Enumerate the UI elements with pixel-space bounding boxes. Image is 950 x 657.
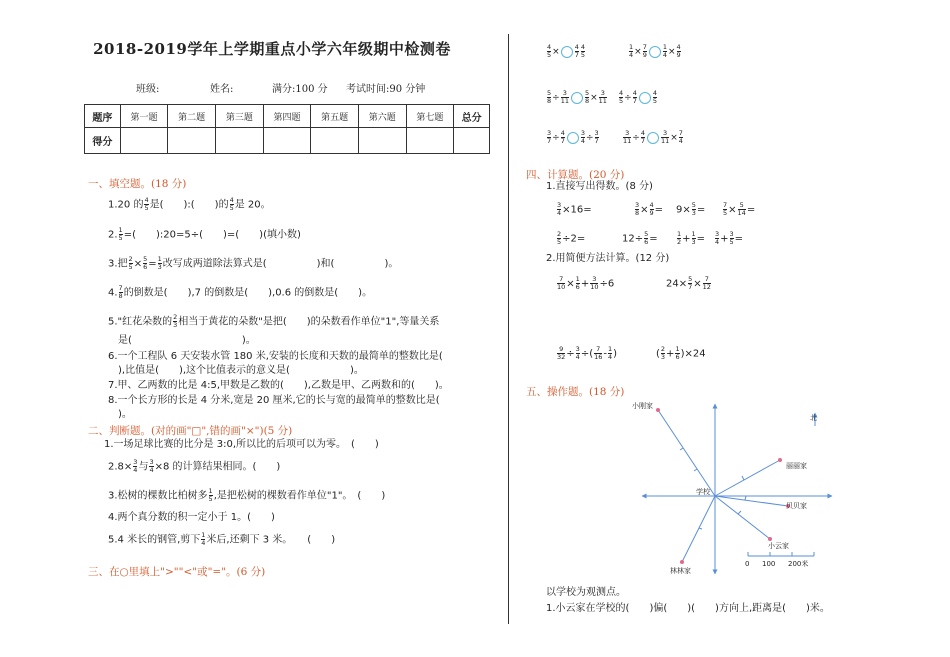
full-score: 满分:100 分 <box>272 84 328 95</box>
table-header: 题序 <box>85 105 121 128</box>
compare-circle[interactable] <box>639 92 651 104</box>
table-header: 第六题 <box>358 105 406 128</box>
exam-title: 2018-2019学年上学期重点小学六年级期中检测卷 <box>93 40 451 58</box>
table-header: 总分 <box>454 105 490 128</box>
north-label: 北 <box>810 414 817 422</box>
compare-circle[interactable] <box>571 92 583 104</box>
calc-e4: $\frac{7}{5}$ × $\frac{5}{14}$ = <box>723 201 756 217</box>
direction-map <box>620 396 840 581</box>
score-cell[interactable] <box>358 128 406 154</box>
calc-e5: $\frac{2}{5}$ ÷2= <box>557 230 586 246</box>
compare-circle[interactable] <box>649 46 661 58</box>
operation-q1: 1.小云家在学校的( )偏( )( )方向上,距离是( )米。 <box>546 603 830 614</box>
place-label: 学校 <box>696 488 710 496</box>
calc-s1: $\frac{7}{10}$ × $\frac{1}{6}$ + $\frac{3}{10}$ ÷6 <box>557 275 615 291</box>
score-table <box>84 104 490 154</box>
calc-part1: 1.直接写出得数。(8 分) <box>546 181 653 192</box>
calc-s4: ( $\frac{2}{3}$ + $\frac{1}{6}$ )×24 <box>656 345 706 361</box>
score-cell[interactable] <box>168 128 216 154</box>
table-header: 第四题 <box>263 105 311 128</box>
calc-s3: $\frac{9}{32}$ ÷ $\frac{3}{4}$ ÷( $\frac{7}{16}$ - $\frac{1}{4}$ ) <box>557 345 618 361</box>
table-header: 第七题 <box>406 105 454 128</box>
compare-circle[interactable] <box>567 132 579 144</box>
place-label: 贝贝家 <box>786 502 807 510</box>
place-label: 林林家 <box>670 567 691 575</box>
scale-label: 200米 <box>788 560 809 568</box>
calc-part2: 2.用简便方法计算。(12 分) <box>546 253 670 264</box>
name-label: 姓名: <box>210 84 234 95</box>
fill-q6: 6.一个工程队 6 天安装水管 180 米,安装的长度和天数的最简单的整数比是( <box>108 351 443 362</box>
score-cell[interactable] <box>263 128 311 154</box>
compare-1: $\frac{4}{5}$ × $\frac{4}{7}$ $\frac{4}{5}$ <box>547 43 585 59</box>
score-cell[interactable] <box>406 128 454 154</box>
scale-label: 100 <box>762 560 776 568</box>
calc-s2: 24× $\frac{5}{7}$ × $\frac{7}{12}$ <box>666 275 711 291</box>
fill-q8: 8.一个长方形的长是 4 分米,宽是 20 厘米,它的长与宽的最简单的整数比是( <box>108 395 440 406</box>
operation-intro: 以学校为观测点。 <box>546 587 626 598</box>
score-cell[interactable] <box>311 128 359 154</box>
score-cell[interactable] <box>120 128 168 154</box>
table-header: 第五题 <box>311 105 359 128</box>
judge-q1: 1.一场足球比赛的比分是 3:0,所以比的后项可以为零。 ( ) <box>104 439 379 450</box>
score-row-label: 得分 <box>85 128 121 154</box>
calc-e1: $\frac{3}{4}$ ×16= <box>557 201 592 217</box>
compare-3: $\frac{5}{8}$ ÷ $\frac{3}{11}$ $\frac{5}{8}$ × $\frac{3}{11}$ <box>547 89 607 105</box>
compare-4: $\frac{4}{5}$ ÷ $\frac{4}{7}$ $\frac{4}{5}$ <box>619 89 657 105</box>
fill-q8-cont: )。 <box>118 409 132 420</box>
judge-q2: 2.8× $\frac{3}{4}$ 与 $\frac{3}{4}$ ×8 的计算结果相同。( ) <box>108 458 281 474</box>
judge-q5: 5.4 米长的钢管,剪下 $\frac{1}{4}$ 米后,还剩下 3 米。 ( ) <box>108 531 336 547</box>
fill-q1: 1.20 的 $\frac{4}{5}$ 是( ):( )的 $\frac{4}{5}$ 是 20。 <box>108 196 271 212</box>
exam-time: 考试时间:90 分钟 <box>346 84 426 95</box>
calc-e8: $\frac{3}{4}$ + $\frac{3}{5}$ = <box>715 230 744 246</box>
score-cell[interactable] <box>454 128 490 154</box>
section-calc: 四、计算题。(20 分) <box>526 169 625 181</box>
section-operation: 五、操作题。(18 分) <box>526 386 625 398</box>
compare-circle[interactable] <box>561 46 573 58</box>
section-fill: 一、填空题。(18 分) <box>88 178 187 190</box>
table-header: 第一题 <box>120 105 168 128</box>
calc-e2: $\frac{3}{8}$ × $\frac{4}{9}$ = <box>635 201 664 217</box>
compare-circle[interactable] <box>647 132 659 144</box>
compare-5: $\frac{3}{7}$ ÷ $\frac{4}{7}$ $\frac{3}{4}$ ÷ $\frac{3}{7}$ <box>547 129 599 145</box>
fill-q7: 7.甲、乙两数的比是 4:5,甲数是乙数的( ),乙数是甲、乙两数和的( )。 <box>108 380 449 391</box>
class-label: 班级: <box>136 84 160 95</box>
column-divider <box>508 34 509 624</box>
compare-6: $\frac{3}{11}$ ÷ $\frac{4}{7}$ $\frac{3}{11}$ × $\frac{7}{4}$ <box>623 129 683 145</box>
fill-q5: 5."红花朵数的 $\frac{2}{3}$ 相当于黄花的朵数"是把( )的朵数看作单位"1",等量关系 <box>108 313 440 329</box>
calc-e3: 9× $\frac{5}{3}$ = <box>676 201 706 217</box>
place-label: 小刚家 <box>632 402 653 410</box>
judge-q4: 4.两个真分数的积一定小于 1。( ) <box>108 512 275 523</box>
table-header: 第二题 <box>168 105 216 128</box>
score-cell[interactable] <box>216 128 264 154</box>
place-label: 小云家 <box>768 542 789 550</box>
compare-2: $\frac{1}{4}$ × $\frac{7}{9}$ $\frac{1}{4}$ × $\frac{4}{9}$ <box>629 43 681 59</box>
table-header: 第三题 <box>216 105 264 128</box>
section-judge: 二、判断题。(对的画"□",错的画"×")(5 分) <box>88 425 293 437</box>
place-label: 丽丽家 <box>786 462 807 470</box>
fill-q6-cont: ),比值是( ),这个比值表示的意义是( )。 <box>118 365 364 376</box>
fill-q5-cont: 是( )。 <box>118 335 256 346</box>
fill-q4: 4. $\frac{7}{8}$ 的倒数是( ),7 的倒数是( ),0.6 的倒数是( )。 <box>108 284 373 300</box>
fill-q2: 2. $\frac{1}{5}$ =( ):20=5÷( )=( )(填小数) <box>108 226 301 242</box>
judge-q3: 3.松树的棵数比柏树多 $\frac{1}{5}$ ,是把松树的棵数看作单位"1"。 ( ) <box>108 487 386 503</box>
section-compare: 三、在○里填上">""<"或"="。(6 分) <box>88 566 266 578</box>
calc-e7: $\frac{1}{2}$ + $\frac{1}{3}$ = <box>677 230 706 246</box>
scale-label: 0 <box>745 560 750 568</box>
fill-q3: 3.把 $\frac{2}{5}$ × $\frac{5}{6}$ = $\frac{1}{3}$ 改写成两道除法算式是( )和( )。 <box>108 255 399 271</box>
calc-e6: 12÷ $\frac{5}{6}$ = <box>622 230 658 246</box>
